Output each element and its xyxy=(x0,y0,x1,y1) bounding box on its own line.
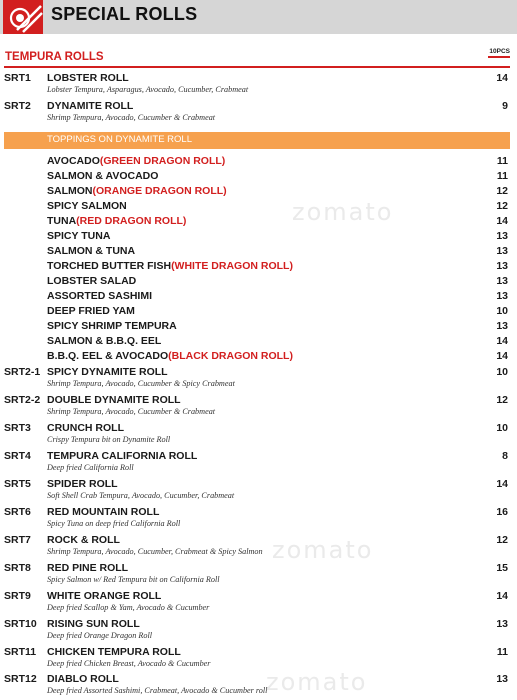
topping-name xyxy=(47,245,135,257)
topping-name xyxy=(47,350,293,362)
topping-name xyxy=(47,260,293,272)
item-code: SRT8 xyxy=(4,562,31,574)
topping-price: 12 xyxy=(496,185,508,197)
item-price: 8 xyxy=(502,450,508,462)
topping-price: 13 xyxy=(496,320,508,332)
item-code: SRT9 xyxy=(4,590,31,602)
item-code: SRT5 xyxy=(4,478,31,490)
page-header xyxy=(0,0,517,34)
item-price: 15 xyxy=(496,562,508,574)
item-price: 13 xyxy=(496,618,508,630)
topping-roll-tag: (GREEN DRAGON ROLL) xyxy=(99,155,226,167)
topping-price: 14 xyxy=(496,350,508,362)
item-description: Shrimp Tempura, Avocado, Cucumber, Crabmeat & Spicy Salmon xyxy=(47,547,263,556)
topping-price: 13 xyxy=(496,260,508,272)
item-code: SRT6 xyxy=(4,506,31,518)
item-description: Deep fried Assorted Sashimi, Crabmeat, Avocado & Cucumber roll xyxy=(47,686,268,695)
topping-name xyxy=(47,200,127,212)
toppings-header-label: TOPPINGS ON DYNAMITE ROLL xyxy=(47,134,192,145)
topping-name-text: DEEP FRIED YAM xyxy=(47,305,135,317)
page-title: SPECIAL ROLLS xyxy=(51,4,198,24)
topping-price: 13 xyxy=(496,290,508,302)
item-price: 14 xyxy=(496,478,508,490)
item-name: RED MOUNTAIN ROLL xyxy=(47,506,160,518)
item-description: Soft Shell Crab Tempura, Avocado, Cucumber, Crabmeat xyxy=(47,491,235,500)
item-price: 14 xyxy=(496,590,508,602)
item-name: CHICKEN TEMPURA ROLL xyxy=(47,646,181,658)
item-description: Spicy Salmon w/ Red Tempura bit on California Roll xyxy=(47,575,220,584)
topping-name xyxy=(47,185,227,197)
item-name: RISING SUN ROLL xyxy=(47,618,140,630)
item-code: SRT3 xyxy=(4,422,31,434)
topping-name xyxy=(47,155,225,167)
topping-name xyxy=(47,170,158,182)
topping-name-text: B.B.Q. EEL & AVOCADO xyxy=(47,350,169,362)
topping-price: 13 xyxy=(496,230,508,242)
topping-name-text: SALMON & TUNA xyxy=(47,245,136,257)
item-name: SPICY DYNAMITE ROLL xyxy=(47,366,168,378)
toppings-header-band xyxy=(4,132,510,149)
topping-price: 14 xyxy=(496,215,508,227)
item-price: 11 xyxy=(496,646,508,658)
item-price: 12 xyxy=(496,394,508,406)
item-description: Shrimp Tempura, Avocado, Cucumber & Crabmeat xyxy=(47,407,216,416)
topping-name xyxy=(47,320,177,332)
topping-roll-tag: (WHITE DRAGON ROLL) xyxy=(171,260,293,272)
item-description: Deep fried Chicken Breast, Avocado & Cucumber xyxy=(47,659,211,668)
topping-name xyxy=(47,305,135,317)
topping-name-text: TUNA xyxy=(47,215,77,227)
topping-price: 11 xyxy=(496,170,508,182)
topping-roll-tag: (ORANGE DRAGON ROLL) xyxy=(92,185,227,197)
column-label-divider xyxy=(488,56,510,58)
topping-price: 12 xyxy=(496,200,508,212)
item-name: SPIDER ROLL xyxy=(47,478,118,490)
topping-name xyxy=(47,290,152,302)
item-price: 9 xyxy=(502,100,508,112)
item-code: SRT4 xyxy=(4,450,31,462)
item-name: RED PINE ROLL xyxy=(47,562,129,574)
watermark: zomato xyxy=(266,668,368,696)
item-price: 13 xyxy=(496,673,508,685)
topping-name-text: LOBSTER SALAD xyxy=(47,275,137,287)
item-description: Deep fried California Roll xyxy=(47,463,134,472)
item-description: Shrimp Tempura, Avocado, Cucumber & Spicy Crabmeat xyxy=(47,379,235,388)
section-divider xyxy=(4,66,510,68)
topping-name xyxy=(47,275,136,287)
item-code: SRT10 xyxy=(4,618,37,630)
topping-price: 10 xyxy=(496,305,508,317)
item-price: 10 xyxy=(496,366,508,378)
section-title: TEMPURA ROLLS xyxy=(5,51,104,63)
topping-name-text: SPICY SHRIMP TEMPURA xyxy=(47,320,177,332)
topping-price: 13 xyxy=(496,275,508,287)
item-name: DOUBLE DYNAMITE ROLL xyxy=(47,394,181,406)
item-name: TEMPURA CALIFORNIA ROLL xyxy=(47,450,198,462)
item-name: DIABLO ROLL xyxy=(47,673,119,685)
topping-roll-tag: (RED DRAGON ROLL) xyxy=(76,215,187,227)
topping-name-text: SPICY TUNA xyxy=(47,230,111,242)
item-description: Lobster Tempura, Asparagus, Avocado, Cucumber, Crabmeat xyxy=(47,85,249,94)
topping-name-text: SALMON & AVOCADO xyxy=(47,170,159,182)
item-description: Deep fried Scallop & Yam, Avocado & Cucumber xyxy=(47,603,210,612)
item-name: ROCK & ROLL xyxy=(47,534,120,546)
item-description: Deep fried Orange Dragon Roll xyxy=(47,631,153,640)
item-code: SRT11 xyxy=(4,646,37,658)
topping-name-text: ASSORTED SASHIMI xyxy=(47,290,153,302)
item-price: 14 xyxy=(496,72,508,84)
item-code: SRT2 xyxy=(4,100,31,112)
topping-name-text: SPICY SALMON xyxy=(47,200,127,212)
topping-name xyxy=(47,335,161,347)
topping-price: 14 xyxy=(496,335,508,347)
item-code: SRT12 xyxy=(4,673,37,685)
item-name: CRUNCH ROLL xyxy=(47,422,124,434)
item-name: WHITE ORANGE ROLL xyxy=(47,590,162,602)
item-description: Crispy Tempura bit on Dynamite Roll xyxy=(47,435,171,444)
item-name: LOBSTER ROLL xyxy=(47,72,129,84)
topping-name-text: AVOCADO xyxy=(47,155,100,167)
price-column-label: 10PCS xyxy=(489,48,510,55)
item-code: SRT7 xyxy=(4,534,31,546)
item-name: DYNAMITE ROLL xyxy=(47,100,134,112)
topping-roll-tag: (BLACK DRAGON ROLL) xyxy=(168,350,293,362)
topping-name-text: TORCHED BUTTER FISH xyxy=(47,260,172,272)
sushi-logo-icon xyxy=(3,0,43,34)
item-price: 10 xyxy=(496,422,508,434)
item-price: 12 xyxy=(496,534,508,546)
topping-name-text: SALMON xyxy=(47,185,93,197)
topping-price: 11 xyxy=(496,155,508,167)
item-code: SRT1 xyxy=(4,72,31,84)
watermark: zomato xyxy=(272,536,374,564)
topping-name-text: SALMON & B.B.Q. EEL xyxy=(47,335,162,347)
item-code: SRT2-2 xyxy=(4,394,41,406)
topping-name xyxy=(47,230,110,242)
item-price: 16 xyxy=(496,506,508,518)
item-description: Spicy Tuna on deep fried California Roll xyxy=(47,519,181,528)
item-description: Shrimp Tempura, Avocado, Cucumber & Crabmeat xyxy=(47,113,216,122)
watermark: zomato xyxy=(292,198,394,226)
topping-price: 13 xyxy=(496,245,508,257)
topping-name xyxy=(47,215,186,227)
item-code: SRT2-1 xyxy=(4,366,41,378)
